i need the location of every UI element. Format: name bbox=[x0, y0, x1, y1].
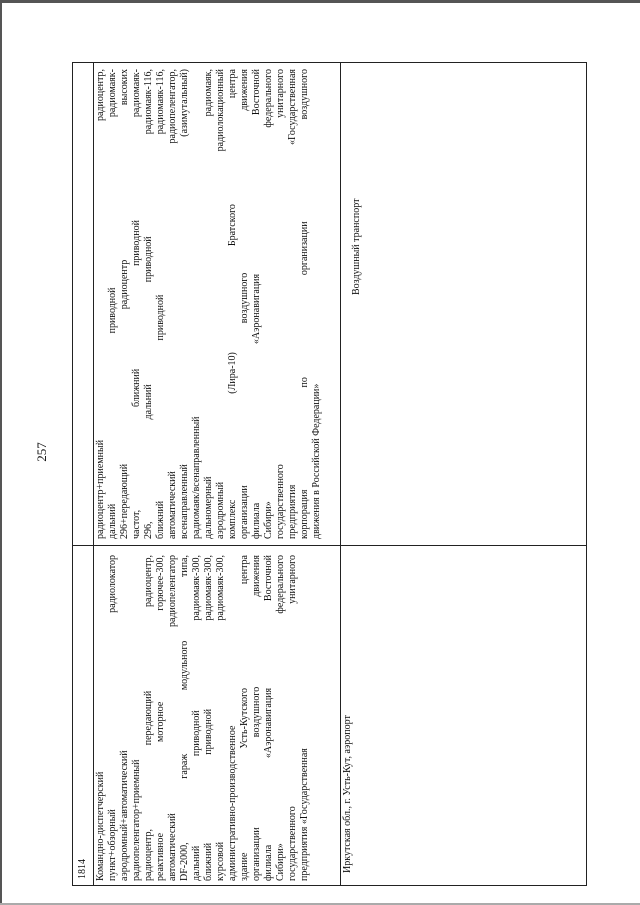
scan-edge-left bbox=[0, 0, 2, 905]
registry-table bbox=[72, 62, 587, 886]
description-line: радиомаяк/всенаправленный bbox=[191, 416, 202, 539]
description-line: организации воздушного движения bbox=[251, 555, 262, 881]
description-line: ближний приводной радиомаяк-300, bbox=[203, 555, 214, 881]
description-line: дальномерный радиомаяк, bbox=[203, 69, 214, 539]
description-line: государственного унитарного bbox=[287, 555, 298, 881]
description-line: дальний приводной радиомаяк-300, bbox=[191, 555, 202, 881]
description-line: государственного унитарного bbox=[275, 69, 286, 539]
row-divider bbox=[73, 545, 586, 546]
description-line: всенаправленный (азимутальный) bbox=[179, 69, 190, 539]
description-line: аэродромный+автоматический bbox=[119, 750, 130, 881]
page-number: 257 bbox=[34, 442, 49, 462]
description-line: DF-2000, гараж модульного типа, bbox=[179, 555, 190, 881]
description-line: Сибири» федерального bbox=[275, 555, 286, 881]
description-line: Командно-диспетчерский bbox=[95, 771, 106, 881]
row-location: Иркутская обл., г. Усть-Кут, аэропорт bbox=[342, 715, 353, 873]
description-line: комплекс (Лира-10) Братского центра bbox=[227, 69, 238, 539]
row-number: 1814 bbox=[77, 859, 88, 879]
description-line: организации воздушного движения bbox=[239, 69, 250, 539]
description-line: автоматический радиопеленгатор bbox=[167, 555, 178, 881]
description-line: автоматический радиопеленгатор, bbox=[167, 69, 178, 539]
description-line: радиопеленгатор+приемный bbox=[131, 759, 142, 881]
description-line: корпорация по организации воздушного bbox=[299, 69, 310, 539]
description-line: предприятия «Государственная bbox=[287, 69, 298, 539]
description-line: ближний приводной радиомаяк-116, bbox=[155, 69, 166, 539]
description-line: Сибири» федерального bbox=[263, 69, 274, 539]
row-description bbox=[95, 69, 323, 539]
description-line: филиала «Аэронавигация Восточной bbox=[251, 69, 262, 539]
column-divider-number bbox=[93, 63, 94, 885]
description-line: пункт+обзорный радиолокатор bbox=[107, 555, 118, 881]
description-line: административно-производственное bbox=[227, 725, 238, 881]
description-line: реактивное моторное горючее-300, bbox=[155, 555, 166, 881]
column-divider-description bbox=[340, 63, 341, 885]
scan-edge-top bbox=[0, 0, 640, 3]
description-line: филиала «Аэронавигация Восточной bbox=[263, 555, 274, 881]
description-line: частот, ближний приводной радиомаяк- bbox=[131, 69, 142, 539]
description-line: радиоцентр+приемный радиоцентр, bbox=[95, 69, 106, 539]
description-line: аэродромный радиолокационный bbox=[215, 69, 226, 539]
description-line: радиоцентр, передающий радиоцентр, bbox=[143, 555, 154, 881]
row-description bbox=[95, 555, 311, 881]
description-line: предприятия «Государственная bbox=[299, 748, 310, 881]
description-line: дальний приводной радиомаяк- bbox=[107, 69, 118, 539]
row-category: Воздушный транспорт bbox=[351, 198, 362, 295]
description-line: движения в Российской Федерации» bbox=[311, 383, 322, 539]
description-line: курсовой радиомаяк-300, bbox=[215, 555, 226, 881]
description-line: 296+передающий радиоцентр высоких bbox=[119, 69, 130, 539]
description-line: здание Усть-Кутского центра bbox=[239, 555, 250, 881]
description-line: 296, дальний приводной радиомаяк-116, bbox=[143, 69, 154, 539]
